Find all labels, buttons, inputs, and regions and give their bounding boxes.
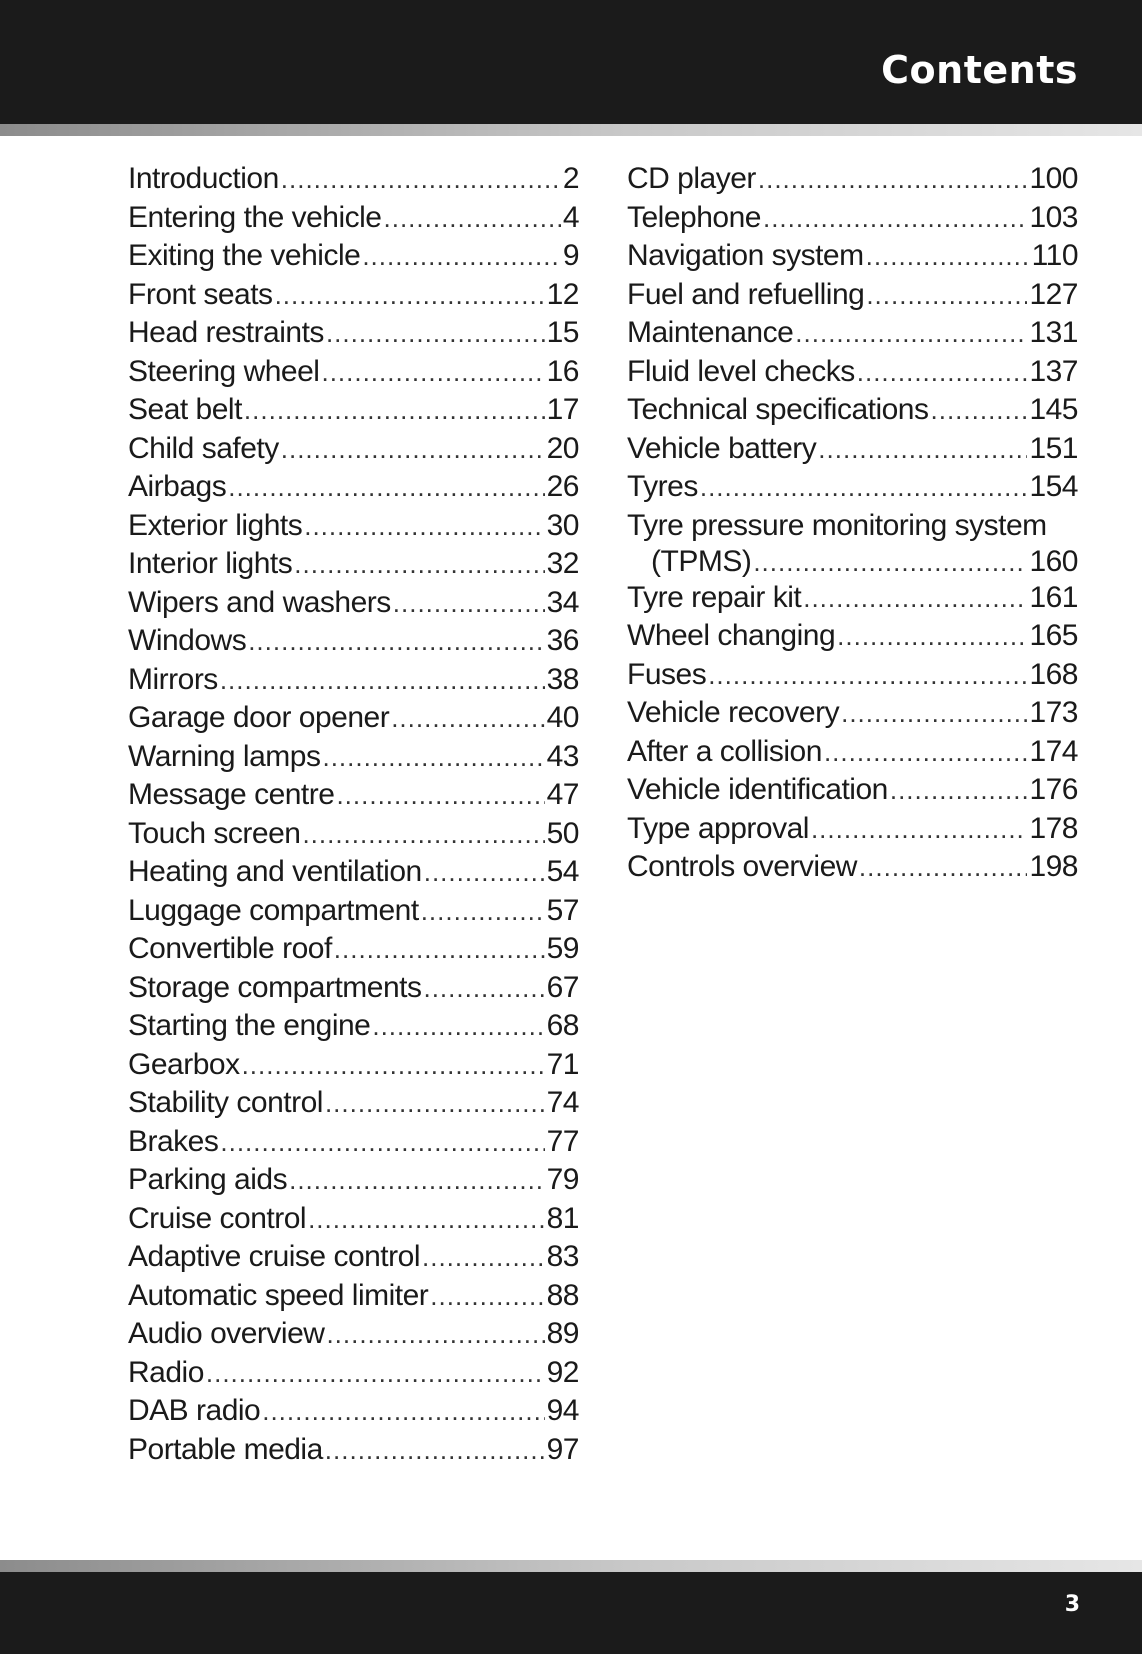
toc-entry-title: Windows [128, 624, 247, 657]
toc-entry-title: Technical specifications [627, 393, 929, 426]
toc-entry-page: 74 [546, 1086, 579, 1119]
toc-entry-page: 137 [1029, 354, 1078, 388]
toc-entry-page: 47 [546, 778, 579, 811]
dot-leader [393, 584, 545, 623]
dot-leader [859, 848, 1028, 887]
toc-entry-title: Exterior lights [128, 508, 303, 542]
dot-leader [325, 1431, 545, 1470]
toc-entry[interactable] [627, 276, 1078, 315]
toc-entry-title: Vehicle identification [627, 773, 888, 806]
toc-entry[interactable] [627, 579, 1078, 618]
toc-entry-page: 59 [546, 932, 579, 965]
toc-entry-title: Introduction [128, 162, 279, 195]
dot-leader [857, 353, 1028, 392]
toc-entry-page: 12 [546, 277, 579, 311]
dot-leader [931, 391, 1028, 430]
toc-entry-page: 168 [1029, 657, 1078, 691]
dot-leader [424, 853, 545, 892]
toc-entry-title: Adaptive cruise control [128, 1240, 420, 1273]
toc-entry[interactable] [627, 848, 1078, 887]
toc-entry[interactable] [128, 160, 579, 199]
dot-leader [321, 353, 544, 392]
toc-right-column [627, 160, 1078, 887]
toc-entry-title: Front seats [128, 277, 273, 311]
toc-entry[interactable] [128, 699, 579, 738]
toc-entry-title: Tyre pressure monitoring system [627, 508, 1047, 542]
toc-entry[interactable] [627, 353, 1078, 392]
toc-entry-page: 154 [1029, 470, 1078, 503]
toc-entry[interactable] [627, 199, 1078, 238]
toc-entry-page: 43 [546, 739, 579, 773]
toc-entry-title: Type approval [627, 811, 809, 845]
toc-entry-page: 145 [1029, 393, 1078, 426]
toc-entry[interactable] [627, 468, 1078, 507]
toc-entry-page: 2 [562, 162, 579, 195]
toc-entry-title: Fluid level checks [627, 354, 855, 388]
toc-entry[interactable] [627, 507, 1078, 579]
toc-entry-title: Entering the vehicle [128, 200, 382, 234]
toc-entry-page: 81 [546, 1201, 579, 1235]
header-divider [0, 124, 1142, 136]
toc-entry-title: Brakes [128, 1124, 219, 1158]
toc-entry-title: Heating and ventilation [128, 855, 422, 888]
toc-entry-page: 26 [546, 470, 579, 503]
dot-leader [811, 810, 1027, 849]
toc-entry-title: Cruise control [128, 1201, 307, 1235]
toc-entry[interactable] [128, 1354, 579, 1393]
toc-entry-title: Automatic speed limiter [128, 1278, 429, 1312]
toc-entry[interactable] [128, 1238, 579, 1277]
toc-entry-page: 94 [546, 1394, 579, 1427]
toc-entry[interactable] [128, 969, 579, 1008]
toc-entry[interactable] [627, 733, 1078, 772]
dot-leader [866, 276, 1027, 315]
dot-leader [262, 1392, 544, 1431]
toc-entry-title: Seat belt [128, 393, 242, 426]
toc-entry-title-cont: (TPMS) [651, 544, 752, 578]
toc-entry-title: Parking aids [128, 1163, 288, 1196]
dot-leader [302, 815, 544, 854]
toc-entry[interactable] [128, 738, 579, 777]
toc-entry-title: Portable media [128, 1432, 323, 1466]
toc-entry[interactable] [128, 776, 579, 815]
toc-entry-title: DAB radio [128, 1394, 261, 1427]
toc-entry-page: 15 [546, 316, 579, 349]
toc-entry-title: Mirrors [128, 662, 218, 696]
toc-entry-page: 79 [546, 1163, 579, 1196]
dot-leader [758, 160, 1028, 199]
toc-entry[interactable] [128, 815, 579, 854]
dot-leader [336, 776, 544, 815]
toc-entry[interactable] [627, 694, 1078, 733]
dot-leader [326, 314, 545, 353]
toc-entry[interactable] [128, 391, 579, 430]
toc-entry[interactable] [627, 314, 1078, 353]
page-number: 3 [1064, 1592, 1080, 1617]
toc-entry-page: 151 [1029, 431, 1078, 465]
toc-entry-title: Head restraints [128, 316, 324, 349]
toc-entry-title: Telephone [627, 200, 761, 234]
toc-entry[interactable] [128, 930, 579, 969]
dot-leader [275, 276, 545, 315]
toc-entry-title: Touch screen [128, 816, 301, 850]
dot-leader [206, 1354, 545, 1393]
toc-entry[interactable] [128, 1161, 579, 1200]
dot-leader [391, 699, 544, 738]
toc-entry-page: 176 [1029, 773, 1078, 806]
dot-leader [841, 694, 1027, 733]
toc-entry[interactable] [627, 237, 1078, 276]
toc-entry[interactable] [128, 314, 579, 353]
dot-leader [422, 1238, 545, 1277]
toc-entry-page: 71 [546, 1047, 579, 1081]
dot-leader [372, 1007, 544, 1046]
toc-entry[interactable] [627, 160, 1078, 199]
dot-leader [824, 733, 1028, 772]
toc-entry[interactable] [128, 353, 579, 392]
toc-entry-title: After a collision [627, 734, 822, 768]
toc-entry[interactable] [128, 1007, 579, 1046]
toc-entry-page: 174 [1029, 734, 1078, 768]
dot-leader [228, 468, 544, 507]
dot-leader [753, 543, 1027, 582]
toc-entry-page: 9 [562, 239, 579, 272]
dot-leader [700, 468, 1028, 507]
toc-entry-page: 34 [546, 585, 579, 619]
dot-leader [308, 1200, 545, 1239]
toc-entry-page: 103 [1029, 200, 1078, 234]
toc-entry-title: Starting the engine [128, 1009, 371, 1042]
toc-entry[interactable] [128, 1123, 579, 1162]
toc-entry[interactable] [128, 1431, 579, 1470]
toc-entry-page: 67 [546, 970, 579, 1004]
toc-entry-title: Fuel and refuelling [627, 277, 865, 311]
dot-leader [294, 545, 544, 584]
toc-entry-page: 131 [1029, 316, 1078, 349]
toc-entry-title: Message centre [128, 778, 335, 811]
toc-entry-title: Audio overview [128, 1317, 325, 1350]
toc-entry-page: 77 [546, 1124, 579, 1158]
dot-leader [322, 738, 544, 777]
toc-entry[interactable] [128, 622, 579, 661]
dot-leader [248, 622, 544, 661]
toc-entry-title: Fuses [627, 657, 707, 691]
page-footer [0, 1572, 1142, 1654]
toc-entry-page: 88 [546, 1278, 579, 1312]
toc-entry-page: 38 [546, 662, 579, 696]
footer-divider [0, 1560, 1142, 1572]
dot-leader [763, 199, 1027, 238]
toc-entry-title: Vehicle recovery [627, 696, 840, 729]
toc-entry-page: 68 [546, 1009, 579, 1042]
toc-entry-page: 17 [546, 393, 579, 426]
dot-leader [421, 892, 545, 931]
toc-entry-page: 100 [1029, 162, 1078, 195]
toc-entry-title: Vehicle battery [627, 431, 817, 465]
toc-entry-title: Radio [128, 1355, 204, 1389]
dot-leader [890, 771, 1028, 810]
toc-entry-page: 4 [562, 200, 579, 234]
dot-leader [866, 237, 1030, 276]
dot-leader [220, 661, 545, 700]
toc-entry-title: Maintenance [627, 316, 794, 349]
toc-entry-title: Convertible roof [128, 932, 332, 965]
toc-entry-page: 50 [546, 816, 579, 850]
toc-entry[interactable] [128, 584, 579, 623]
toc-entry[interactable] [128, 237, 579, 276]
toc-entry-continuation [627, 543, 1078, 579]
toc-entry[interactable] [627, 810, 1078, 849]
toc-entry-title: Tyre repair kit [627, 580, 802, 614]
toc-entry[interactable] [128, 661, 579, 700]
dot-leader [244, 391, 545, 430]
toc-entry-title: Tyres [627, 470, 698, 503]
toc-entry[interactable] [128, 507, 579, 546]
toc-entry[interactable] [128, 276, 579, 315]
toc-entry[interactable] [128, 1200, 579, 1239]
dot-leader [362, 237, 561, 276]
toc-entry-title: Airbags [128, 470, 227, 503]
toc-entry-page: 165 [1029, 619, 1078, 652]
toc-entry-page: 127 [1029, 277, 1078, 311]
toc-entry-title: Child safety [128, 431, 279, 465]
toc-entry[interactable] [128, 853, 579, 892]
toc-entry-page: 178 [1029, 811, 1078, 845]
toc-entry[interactable] [128, 199, 579, 238]
toc-entry[interactable] [128, 1392, 579, 1431]
toc-entry[interactable] [128, 1277, 579, 1316]
toc-entry-page: 97 [546, 1432, 579, 1466]
dot-leader [334, 930, 545, 969]
toc-entry-page: 30 [546, 508, 579, 542]
dot-leader [304, 507, 544, 546]
toc-entry-page: 40 [546, 701, 579, 734]
dot-leader [281, 160, 561, 199]
toc-entry[interactable] [627, 430, 1078, 469]
toc-entry-page: 89 [546, 1317, 579, 1350]
dot-leader [837, 617, 1027, 656]
toc-entry-title: Gearbox [128, 1047, 240, 1081]
dot-leader [326, 1315, 544, 1354]
dot-leader [281, 430, 545, 469]
dot-leader [430, 1277, 544, 1316]
page-title: Contents [881, 48, 1078, 92]
toc-entry-title: Steering wheel [128, 354, 320, 388]
toc-entry[interactable] [627, 391, 1078, 430]
page-header [0, 0, 1142, 124]
toc-entry-page: 161 [1029, 580, 1078, 614]
toc-entry-page: 54 [546, 855, 579, 888]
dot-leader [384, 199, 561, 238]
toc-entry-page: 32 [546, 547, 579, 580]
toc-left-column [128, 160, 579, 1469]
toc-entry-title: Wipers and washers [128, 585, 391, 619]
toc-entry-title: Interior lights [128, 547, 293, 580]
toc-entry[interactable] [128, 1315, 579, 1354]
toc-entry[interactable] [627, 656, 1078, 695]
toc-entry-title: Controls overview [627, 850, 857, 883]
toc-entry[interactable] [627, 617, 1078, 656]
toc-entry-page: 198 [1029, 850, 1078, 883]
dot-leader [220, 1123, 544, 1162]
dot-leader [325, 1084, 545, 1123]
toc-entry[interactable] [128, 430, 579, 469]
dot-leader [289, 1161, 545, 1200]
toc-entry-title: Wheel changing [627, 619, 836, 652]
toc-entry-page: 160 [1029, 544, 1078, 578]
toc-entry-title: Storage compartments [128, 970, 422, 1004]
toc-entry[interactable] [128, 545, 579, 584]
toc-entry-page: 92 [546, 1355, 579, 1389]
dot-leader [818, 430, 1027, 469]
toc-entry[interactable] [128, 468, 579, 507]
toc-entry[interactable] [627, 771, 1078, 810]
toc-entry[interactable] [128, 1084, 579, 1123]
toc-entry-page: 110 [1031, 239, 1078, 272]
toc-entry-page: 83 [546, 1240, 579, 1273]
dot-leader [795, 314, 1027, 353]
dot-leader [708, 656, 1027, 695]
toc-entry-title: Exiting the vehicle [128, 239, 361, 272]
toc-entry-page: 173 [1029, 696, 1078, 729]
toc-entry-title: Navigation system [627, 239, 864, 272]
dot-leader [242, 1046, 545, 1085]
dot-leader [803, 579, 1027, 618]
toc-entry[interactable] [128, 892, 579, 931]
toc-entry-page: 57 [546, 893, 579, 927]
toc-entry-page: 36 [546, 624, 579, 657]
toc-entry-page: 20 [546, 431, 579, 465]
toc-entry-title: Stability control [128, 1086, 323, 1119]
toc-entry-page: 16 [546, 354, 579, 388]
toc-entry-title: Luggage compartment [128, 893, 419, 927]
toc-entry-title: Warning lamps [128, 739, 321, 773]
dot-leader [423, 969, 544, 1008]
toc-entry-title: CD player [627, 162, 756, 195]
toc-entry-title: Garage door opener [128, 701, 390, 734]
toc-entry[interactable] [128, 1046, 579, 1085]
